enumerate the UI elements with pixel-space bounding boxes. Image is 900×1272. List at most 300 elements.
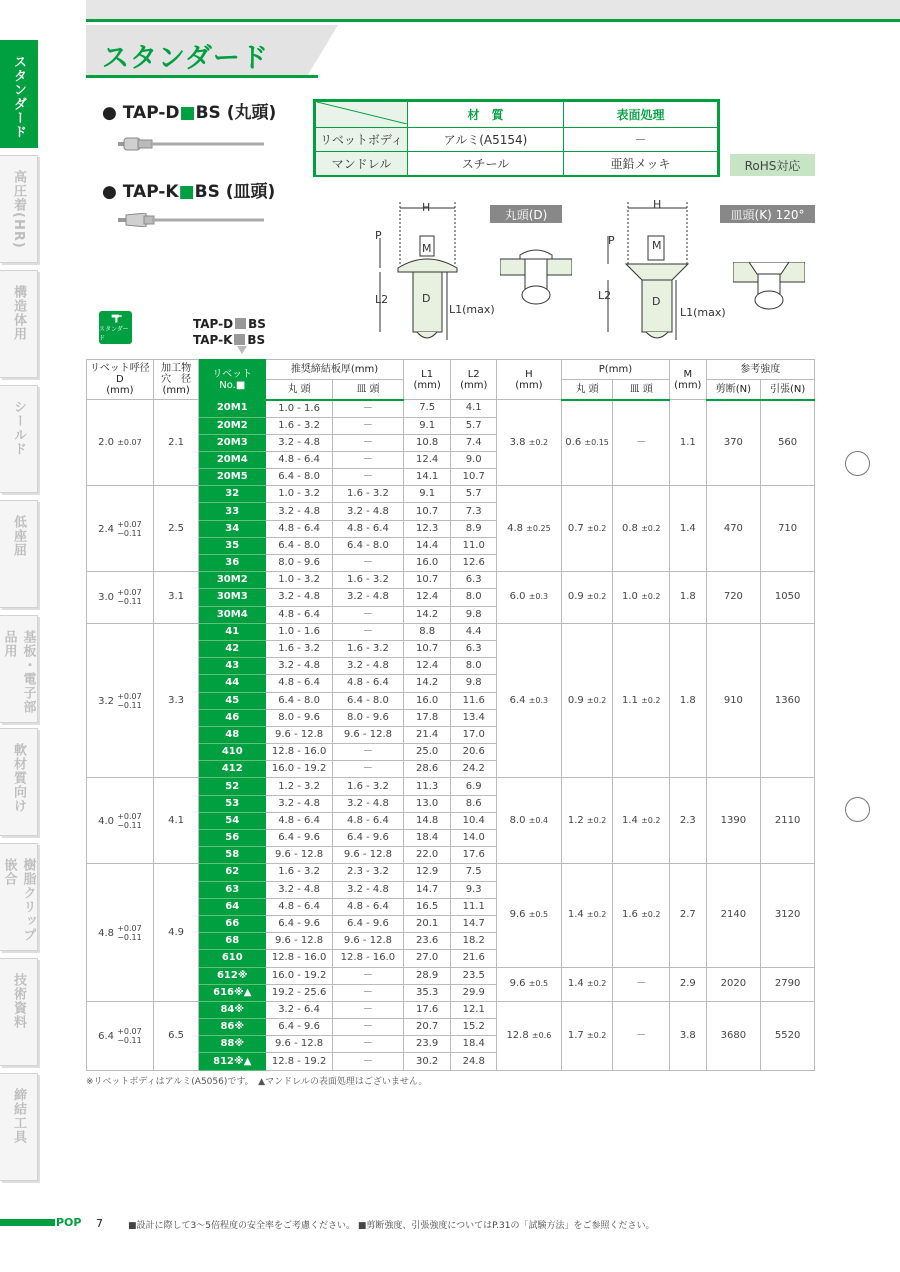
tolerance: ±0.2 (528, 437, 549, 447)
cell-hole: 6.5 (153, 1001, 199, 1070)
cell-shear: 720 (706, 572, 761, 624)
cell-shear: 1390 (706, 778, 761, 864)
cell-l1: 14.4 (403, 537, 451, 554)
side-tab-6[interactable] (0, 728, 38, 836)
tolerance: ±0.2 (641, 815, 661, 825)
surface-mandrel: 亜鉛メッキ (564, 152, 718, 176)
side-tab-7[interactable] (0, 843, 38, 951)
flat-head-section-drawing (733, 262, 805, 312)
down-arrow-icon (237, 346, 247, 354)
cell-grip-round: 8.0 - 9.6 (266, 555, 333, 572)
cell-l1: 12.9 (403, 864, 451, 881)
cell-l2: 23.5 (451, 967, 497, 984)
head-type: (丸頭) (226, 103, 277, 123)
cell-h (496, 486, 561, 572)
cell-grip-flat: － (332, 1019, 403, 1036)
top-bar (86, 0, 900, 19)
cell-grip-round: 6.4 - 9.6 (266, 830, 333, 847)
cell-grip-round: 4.8 - 6.4 (266, 606, 333, 623)
binder-hole (845, 797, 870, 822)
cell-grip-flat: － (332, 400, 403, 418)
cell-grip-flat: 3.2 - 4.8 (332, 503, 403, 520)
cell-p-round (561, 778, 613, 864)
cell-grip-flat: 9.6 - 12.8 (332, 933, 403, 950)
th-m: M (mm) (670, 360, 706, 400)
cell-rivet-no: 48 (199, 726, 266, 743)
cell-tensile: 2790 (761, 967, 815, 1001)
tap-label-d: TAP-D BS (193, 317, 266, 331)
cell-grip-flat: 1.6 - 3.2 (332, 778, 403, 795)
cell-grip-flat: － (332, 761, 403, 778)
cell-l1: 7.5 (403, 400, 451, 418)
cell-rivet-no: 412 (199, 761, 266, 778)
cell-grip-round: 12.8 - 19.2 (266, 1053, 333, 1070)
side-tab-label: 低座屈 (11, 515, 26, 557)
tolerance: ±0.5 (528, 910, 549, 920)
dim-d-flat: D (652, 295, 661, 308)
spec-table (86, 359, 815, 1071)
standard-badge-icon (99, 311, 132, 344)
cell-l1: 22.0 (403, 847, 451, 864)
th-dia: リベット呼径 D (mm) (87, 360, 154, 400)
cell-grip-round: 3.2 - 4.8 (266, 434, 333, 451)
cell-l2: 8.0 (451, 589, 497, 606)
dia-tolerance: +0.07 −0.11 (117, 691, 142, 710)
cell-rivet-no: 54 (199, 812, 266, 829)
th-l1: L1 (mm) (403, 360, 451, 400)
value: 9.6 (509, 978, 526, 990)
cell-grip-round: 8.0 - 9.6 (266, 709, 333, 726)
cell-l2: 7.3 (451, 503, 497, 520)
product-prefix: TAP-D (122, 103, 180, 123)
table-row (87, 572, 815, 589)
cell-grip-flat: 1.6 - 3.2 (332, 640, 403, 657)
cell-l1: 18.4 (403, 830, 451, 847)
cell-shear: 910 (706, 623, 761, 778)
cell-p-round (561, 623, 613, 778)
cell-grip-flat: － (332, 451, 403, 468)
value: － (636, 436, 647, 448)
cell-p-round (561, 967, 613, 1001)
cell-p-flat (613, 967, 670, 1001)
cell-l1: 16.0 (403, 692, 451, 709)
cell-p-round (561, 864, 613, 967)
tolerance: ±0.2 (586, 1030, 607, 1040)
cell-l2: 18.4 (451, 1036, 497, 1053)
cell-grip-flat: 3.2 - 4.8 (332, 881, 403, 898)
cell-l2: 24.2 (451, 761, 497, 778)
cell-grip-round: 3.2 - 4.8 (266, 589, 333, 606)
cell-l1: 14.2 (403, 606, 451, 623)
cell-l2: 7.5 (451, 864, 497, 881)
side-tab-label: 締結工具 (11, 1088, 26, 1144)
tolerance: ±0.2 (586, 815, 607, 825)
cell-grip-round: 1.6 - 3.2 (266, 864, 333, 881)
cell-l2: 4.4 (451, 623, 497, 640)
dia-value: 3.0 (98, 592, 114, 604)
gray-square-icon (235, 318, 246, 329)
table-row (87, 1001, 815, 1018)
cell-l2: 20.6 (451, 744, 497, 761)
dia-tolerance: +0.07 −0.11 (117, 811, 142, 830)
gray-square-icon (234, 334, 245, 345)
round-head-section-drawing (500, 245, 572, 307)
cell-rivet-no: 56 (199, 830, 266, 847)
dia-tolerance: +0.07 −0.11 (117, 1026, 142, 1045)
cell-rivet-no: 63 (199, 881, 266, 898)
cell-rivet-no: 20M4 (199, 451, 266, 468)
cell-grip-flat: 3.2 - 4.8 (332, 658, 403, 675)
cell-l2: 9.8 (451, 675, 497, 692)
cell-shear: 370 (706, 400, 761, 486)
value: 8.0 (509, 814, 526, 826)
cell-rivet-no: 610 (199, 950, 266, 967)
dim-p: P (375, 229, 382, 242)
side-tab-8[interactable] (0, 958, 38, 1066)
cell-rivet-no: 410 (199, 744, 266, 761)
value: 0.8 (621, 522, 638, 534)
cell-hole: 2.5 (153, 486, 199, 572)
cell-l1: 14.1 (403, 469, 451, 486)
cell-rivet-no: 33 (199, 503, 266, 520)
page-number: 7 (96, 1217, 103, 1230)
cell-dia (87, 778, 154, 864)
cell-rivet-no: 812※▲ (199, 1053, 266, 1070)
cell-l1: 23.6 (403, 933, 451, 950)
cell-m: 3.8 (670, 1001, 706, 1070)
cell-l2: 6.9 (451, 778, 497, 795)
table-row (87, 778, 815, 795)
cell-l1: 27.0 (403, 950, 451, 967)
cell-grip-round: 1.0 - 1.6 (266, 623, 333, 640)
cell-grip-round: 4.8 - 6.4 (266, 675, 333, 692)
th-p-round: 丸 頭 (561, 380, 613, 400)
head-type: (皿頭) (225, 182, 276, 202)
cell-p-flat (613, 778, 670, 864)
cell-grip-round: 19.2 - 25.6 (266, 984, 333, 1001)
cell-l1: 10.7 (403, 640, 451, 657)
table-row (87, 400, 815, 418)
cell-l2: 13.4 (451, 709, 497, 726)
value: 9.6 (509, 909, 526, 921)
cell-grip-flat: － (332, 967, 403, 984)
tolerance: ±0.4 (528, 815, 549, 825)
side-tab-label: 構造体用 (11, 285, 26, 341)
cell-l2: 24.8 (451, 1053, 497, 1070)
cell-dia (87, 623, 154, 778)
value: 1.4 (621, 814, 638, 826)
cell-l1: 30.2 (403, 1053, 451, 1070)
value: 1.2 (567, 814, 584, 826)
dia-value: 6.4 (98, 1030, 114, 1042)
cell-rivet-no: 30M4 (199, 606, 266, 623)
cell-grip-flat: 6.4 - 9.6 (332, 915, 403, 932)
cell-tensile: 1050 (761, 572, 815, 624)
cell-grip-round: 1.2 - 3.2 (266, 778, 333, 795)
cell-l1: 14.2 (403, 675, 451, 692)
cell-hole: 3.3 (153, 623, 199, 778)
value: 1.7 (567, 1029, 584, 1041)
cell-hole: 4.1 (153, 778, 199, 864)
th-strength: 参考強度 (706, 360, 814, 380)
cell-grip-flat: 4.8 - 6.4 (332, 675, 403, 692)
cell-l2: 11.0 (451, 537, 497, 554)
side-tab-label: 高圧着(HR) (11, 170, 26, 249)
page-title: スタンダード (102, 43, 269, 74)
tap-label-k: TAP-K BS (193, 333, 266, 347)
cell-l2: 4.1 (451, 400, 497, 418)
cell-l2: 7.4 (451, 434, 497, 451)
cell-l2: 21.6 (451, 950, 497, 967)
cell-grip-flat: 3.2 - 4.8 (332, 795, 403, 812)
th-grip-flat: 皿 頭 (332, 380, 403, 400)
cell-p-flat (613, 1001, 670, 1070)
cell-rivet-no: 64 (199, 898, 266, 915)
tolerance: ±0.2 (586, 695, 607, 705)
cell-l1: 14.8 (403, 812, 451, 829)
cell-grip-round: 1.0 - 3.2 (266, 572, 333, 589)
cell-grip-round: 1.0 - 1.6 (266, 400, 333, 418)
badge-label: スタンダード (99, 326, 129, 342)
footer-bar (0, 1219, 55, 1226)
value: 0.7 (567, 522, 584, 534)
value: 3.8 (509, 436, 526, 448)
cell-tensile: 710 (761, 486, 815, 572)
th-p-flat: 皿 頭 (613, 380, 670, 400)
cell-dia (87, 572, 154, 624)
cell-grip-round: 3.2 - 4.8 (266, 658, 333, 675)
tolerance: ±0.6 (531, 1030, 552, 1040)
cell-grip-round: 4.8 - 6.4 (266, 451, 333, 468)
tolerance: ±0.25 (526, 523, 551, 533)
cell-tensile: 2110 (761, 778, 815, 864)
value: 0.9 (567, 694, 584, 706)
cell-grip-round: 12.8 - 16.0 (266, 744, 333, 761)
cell-rivet-no: 20M3 (199, 434, 266, 451)
cell-grip-round: 1.6 - 3.2 (266, 417, 333, 434)
cell-grip-flat: 1.6 - 3.2 (332, 486, 403, 503)
cell-rivet-no: 612※ (199, 967, 266, 984)
cell-grip-round: 9.6 - 12.8 (266, 933, 333, 950)
dim-h-flat: H (653, 198, 662, 211)
dia-tolerance: +0.07 −0.11 (117, 588, 142, 607)
part-mandrel: マンドレル (316, 152, 408, 176)
cell-grip-flat: － (332, 469, 403, 486)
green-square: ■ (179, 103, 196, 123)
tolerance: ±0.3 (528, 592, 549, 602)
footer-note: ■設計に際して3～5倍程度の安全率をご考慮ください。 ■剪断強度、引張強度についてはP.31の「試験方法」をご参照ください。 (128, 1221, 655, 1231)
cell-grip-flat: － (332, 744, 403, 761)
dim-l2-flat: L2 (598, 289, 612, 302)
dim-h: H (422, 201, 431, 214)
th-grip: 推奨締結板厚(mm) (266, 360, 404, 380)
side-tab-3[interactable] (0, 385, 38, 493)
cell-rivet-no: 34 (199, 520, 266, 537)
dim-l1: L1(max) (449, 303, 495, 316)
cell-l2: 14.7 (451, 915, 497, 932)
cell-rivet-no: 42 (199, 640, 266, 657)
side-tab-1[interactable] (0, 155, 38, 263)
cell-grip-flat: － (332, 555, 403, 572)
cell-l1: 20.1 (403, 915, 451, 932)
dia-value: 3.2 (98, 695, 114, 707)
cell-m: 2.3 (670, 778, 706, 864)
green-square: ■ (178, 182, 195, 202)
material-body: アルミ(A5154) (408, 128, 564, 152)
side-tab-4[interactable] (0, 500, 38, 608)
dim-l2: L2 (375, 293, 389, 306)
materials-table (313, 99, 720, 177)
side-tab-2[interactable] (0, 270, 38, 378)
product-suffix: BS (194, 182, 220, 202)
cell-l2: 9.3 (451, 881, 497, 898)
th-l2: L2 (mm) (451, 360, 497, 400)
cell-l1: 28.6 (403, 761, 451, 778)
binder-hole (845, 451, 870, 476)
cell-l1: 23.9 (403, 1036, 451, 1053)
th-tensile: 引張(N) (761, 380, 815, 400)
cell-grip-flat: 4.8 - 6.4 (332, 812, 403, 829)
dim-p-flat: P (608, 234, 615, 247)
dia-value: 4.8 (98, 927, 114, 939)
table-row (87, 623, 815, 640)
cell-p-flat (613, 572, 670, 624)
rohs-badge: RoHS対応 (730, 154, 815, 176)
round-head-dimension-drawing (365, 198, 495, 346)
cell-l1: 13.0 (403, 795, 451, 812)
cell-grip-flat: 1.6 - 3.2 (332, 572, 403, 589)
cell-grip-flat: 6.4 - 8.0 (332, 537, 403, 554)
cell-l1: 10.8 (403, 434, 451, 451)
table-row (87, 486, 815, 503)
cell-m: 1.1 (670, 400, 706, 486)
cell-m: 1.8 (670, 623, 706, 778)
cell-grip-round: 6.4 - 8.0 (266, 469, 333, 486)
dia-tolerance: +0.07 −0.11 (117, 923, 142, 942)
cell-l2: 8.6 (451, 795, 497, 812)
cell-grip-round: 3.2 - 6.4 (266, 1001, 333, 1018)
cell-dia (87, 1001, 154, 1070)
cell-rivet-no: 58 (199, 847, 266, 864)
side-tab-label: シールド (11, 400, 26, 456)
cell-rivet-no: 44 (199, 675, 266, 692)
cell-l1: 20.7 (403, 1019, 451, 1036)
cell-l2: 6.3 (451, 572, 497, 589)
cell-l2: 12.1 (451, 1001, 497, 1018)
dia-tolerance: +0.07 −0.11 (117, 519, 142, 538)
value: 1.0 (621, 591, 638, 603)
tolerance: ±0.2 (586, 592, 607, 602)
cell-rivet-no: 32 (199, 486, 266, 503)
material-mandrel: スチール (408, 152, 564, 176)
cell-p-round (561, 1001, 613, 1070)
dia-value: 4.0 (98, 815, 114, 827)
cell-shear: 470 (706, 486, 761, 572)
cell-l2: 8.0 (451, 658, 497, 675)
cell-l1: 11.3 (403, 778, 451, 795)
cell-m: 1.8 (670, 572, 706, 624)
cell-rivet-no: 53 (199, 795, 266, 812)
cell-grip-round: 1.0 - 3.2 (266, 486, 333, 503)
value: 4.8 (507, 522, 523, 534)
cell-grip-flat: － (332, 1001, 403, 1018)
tolerance: ±0.3 (528, 695, 549, 705)
surface-body: － (564, 128, 718, 152)
cell-l1: 28.9 (403, 967, 451, 984)
value: － (636, 1029, 647, 1041)
tolerance: ±0.2 (641, 695, 661, 705)
tolerance: ±0.2 (641, 910, 661, 920)
cell-tensile: 3120 (761, 864, 815, 967)
side-tab-0[interactable] (0, 40, 38, 148)
cell-rivet-no: 30M2 (199, 572, 266, 589)
cell-grip-round: 6.4 - 9.6 (266, 915, 333, 932)
cell-l2: 17.6 (451, 847, 497, 864)
cell-l1: 8.8 (403, 623, 451, 640)
dia-value: 2.4 (98, 523, 114, 535)
th-p: P(mm) (561, 360, 669, 380)
cell-l1: 21.4 (403, 726, 451, 743)
value: 0.9 (567, 591, 584, 603)
cell-grip-flat: － (332, 606, 403, 623)
bullet: ● (102, 182, 117, 202)
cell-shear: 2140 (706, 864, 761, 967)
cell-tensile: 560 (761, 400, 815, 486)
cell-grip-round: 1.6 - 3.2 (266, 640, 333, 657)
cell-l1: 10.7 (403, 572, 451, 589)
tolerance: ±0.5 (528, 979, 549, 989)
cell-l2: 15.2 (451, 1019, 497, 1036)
th-grip-round: 丸 頭 (266, 380, 333, 400)
part-body: リベットボディ (316, 128, 408, 152)
cell-rivet-no: 20M2 (199, 417, 266, 434)
cell-rivet-no: 616※▲ (199, 984, 266, 1001)
col-surface: 表面処理 (564, 102, 718, 128)
cell-rivet-no: 66 (199, 915, 266, 932)
tolerance: ±0.2 (586, 910, 607, 920)
cell-grip-flat: 9.6 - 12.8 (332, 726, 403, 743)
cell-p-flat (613, 864, 670, 967)
cell-hole: 3.1 (153, 572, 199, 624)
cell-shear: 3680 (706, 1001, 761, 1070)
cell-l2: 10.7 (451, 469, 497, 486)
cell-grip-round: 9.6 - 12.8 (266, 726, 333, 743)
cell-l1: 12.3 (403, 520, 451, 537)
cell-grip-flat: 6.4 - 9.6 (332, 830, 403, 847)
value: 1.6 (621, 909, 638, 921)
cell-grip-round: 6.4 - 8.0 (266, 537, 333, 554)
cell-grip-flat: 12.8 - 16.0 (332, 950, 403, 967)
cell-rivet-no: 86※ (199, 1019, 266, 1036)
cell-l1: 14.7 (403, 881, 451, 898)
side-tab-9[interactable] (0, 1073, 38, 1181)
value: 1.1 (621, 694, 638, 706)
cell-dia (87, 486, 154, 572)
cell-rivet-no: 20M5 (199, 469, 266, 486)
cell-grip-round: 3.2 - 4.8 (266, 503, 333, 520)
cell-m: 1.4 (670, 486, 706, 572)
cell-p-flat (613, 400, 670, 486)
cell-h (496, 967, 561, 1001)
cell-dia (87, 400, 154, 486)
cell-rivet-no: 84※ (199, 1001, 266, 1018)
side-tab-label: 軟材質向け (11, 743, 26, 813)
value: 0.6 (565, 436, 582, 448)
tolerance: ±0.2 (641, 523, 661, 533)
cell-grip-flat: － (332, 417, 403, 434)
side-tab-5[interactable] (0, 615, 38, 723)
value: 1.4 (567, 909, 584, 921)
